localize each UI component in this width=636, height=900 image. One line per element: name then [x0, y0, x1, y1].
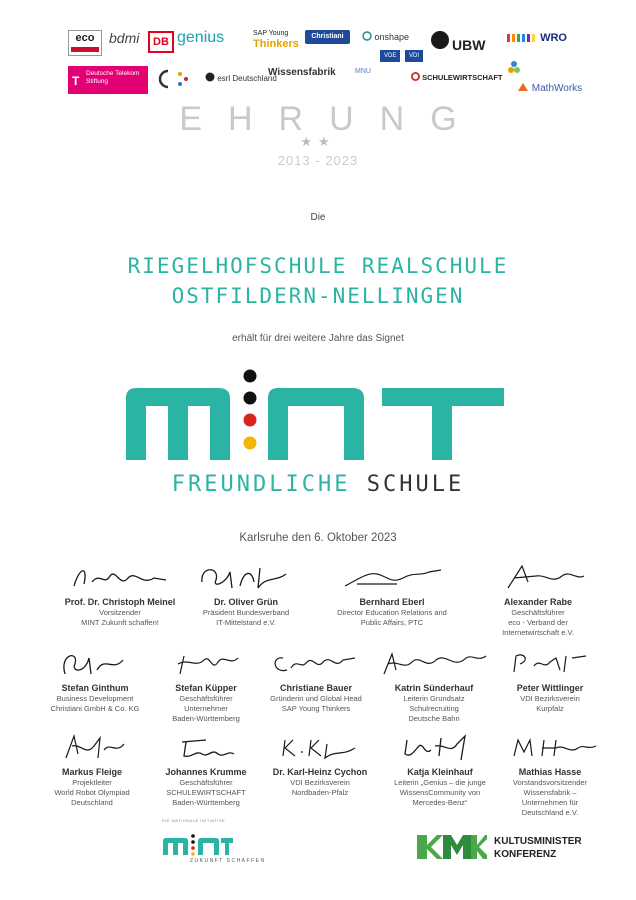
signatory-role: Business Development [56, 693, 134, 703]
signatory-name: Prof. Dr. Christoph Meinel [64, 597, 176, 607]
certificate-title: EHRUNG [179, 100, 483, 138]
signatory-role: SAP Young Thinkers [281, 703, 351, 713]
schulewirtschaft-icon [411, 72, 420, 81]
handwritten-signature [156, 648, 256, 678]
signatory-name: Katrin Sünderhauf [394, 683, 474, 693]
onshape-logo: onshape [362, 31, 409, 42]
esrl-icon [205, 72, 215, 82]
signatory-role: Geschäftsführer [511, 607, 565, 617]
mnu-logo: MNU [355, 68, 371, 75]
signatory-role: World Robot Olympiad [54, 787, 130, 797]
netzwerk-logo-icon [508, 60, 520, 74]
freundliche-schule-wordmark [0, 472, 636, 497]
signatory-block [322, 562, 462, 628]
eco-logo: eco [68, 30, 102, 56]
handwritten-signature [156, 732, 256, 762]
mint-zukunft-caption: ZUKUNFT SCHAFFEN [190, 858, 266, 864]
vdi-logo: VDI [405, 50, 423, 62]
handwritten-signature [265, 732, 375, 762]
signatory-name: Dr. Oliver Grün [213, 597, 279, 607]
sap-thinkers-logo: Thinkers [253, 38, 299, 50]
freundliche-word: FREUNDLICHE [171, 472, 351, 497]
signatory-name: Markus Fleige [61, 767, 123, 777]
kmk-wordmark: KULTUSMINISTER KONFERENZ [494, 836, 582, 860]
telekom-stiftung-logo: T Deutsche Telekom Stiftung [68, 66, 148, 94]
signatory-role: Baden-Württemberg [172, 798, 240, 808]
signatory-role: IT-Mittelstand e.V. [216, 617, 276, 627]
kmk-logo-icon [417, 835, 487, 859]
signatory-name: Stefan Küpper [175, 683, 237, 693]
stars-decoration: ★★ [300, 134, 336, 149]
award-sentence: erhält für drei weitere Jahre das Signet [232, 333, 404, 344]
christiani-logo: Christiani [305, 30, 350, 44]
school-name-line1: RIEGELHOFSCHULE REALSCHULE [127, 254, 509, 278]
signatory-role: Unternehmer [184, 703, 228, 713]
signatory-role: Nordbaden-Pfalz [291, 787, 349, 797]
signatory-role: Gründerin und Global Head [270, 693, 362, 703]
years-range: 2013 - 2023 [277, 153, 359, 168]
school-name-line2: OSTFILDERN-NELLINGEN [171, 284, 465, 308]
mint-zukunft-logo [163, 833, 233, 857]
signatory-role: Unternehmen für [521, 798, 579, 808]
mathworks-logo: MathWorks [518, 82, 582, 94]
signatory-role: SCHULEWIRTSCHAFT [166, 787, 246, 797]
schule-word: SCHULE [366, 472, 465, 497]
wro-figures-icon [507, 32, 537, 42]
handwritten-signature [500, 732, 600, 762]
signatory-role: eco - Verband der [508, 617, 568, 627]
signatory-block [50, 562, 190, 628]
signatory-role: Internetwirtschaft e.V. [502, 628, 574, 638]
mathworks-icon [518, 82, 529, 92]
signatory-name: Dr. Karl-Heinz Cychon [272, 767, 368, 777]
signatory-role: Public Affairs, PTC [360, 617, 424, 627]
db-logo: DB [148, 31, 174, 53]
mint-signet-logo [126, 368, 504, 468]
genius-logo: genius [177, 29, 225, 46]
signatory-role: Deutschland e.V. [521, 808, 579, 818]
signatory-name: Peter Wittlinger [516, 683, 584, 693]
ubw-globe-icon [431, 31, 449, 49]
signatory-block [468, 562, 608, 638]
signatory-role: Mercedes-Benz“ [412, 798, 468, 808]
signatory-role: Schulrecruiting [409, 703, 459, 713]
signatory-role: Projektleiter [72, 777, 112, 787]
signatory-role: WissensCommunity von [399, 787, 481, 797]
signatory-role: Deutsche Bahn [408, 714, 460, 724]
esrl-logo: esrl Deutschland [205, 72, 277, 83]
ubw-logo: UBW [452, 37, 486, 53]
signatory-block [176, 562, 316, 628]
signatory-role: Christiani GmbH & Co. KG [50, 703, 140, 713]
signatory-role: VDI Bezirksverein [290, 777, 350, 787]
intro-die: Die [310, 212, 326, 223]
wissensfabrik-logo: Wissensfabrik [268, 67, 336, 78]
handwritten-signature [488, 562, 588, 592]
handwritten-signature [196, 562, 296, 592]
signatory-role: Deutschland [71, 798, 113, 808]
handwritten-signature [385, 732, 495, 762]
telekom-t-icon: T [72, 74, 80, 88]
signatory-role: Vorstandsvorsitzender [512, 777, 588, 787]
signatory-role: Leiterin Grundsatz [403, 693, 465, 703]
signatory-role: Vorsitzender [99, 607, 141, 617]
cusanus-logo-icon [158, 68, 196, 90]
signatory-name: Stefan Ginthum [61, 683, 129, 693]
signatory-block [480, 648, 620, 714]
handwritten-signature [337, 562, 447, 592]
signatory-name: Bernhard Eberl [359, 597, 425, 607]
sap-young-logo: SAP Young [253, 30, 289, 37]
signatory-role: MINT Zukunft schaffen! [81, 617, 159, 627]
signatory-block [250, 732, 390, 798]
bdmi-logo: bdmi [109, 30, 140, 46]
place-and-date: Karlsruhe den 6. Oktober 2023 [239, 532, 397, 544]
signatory-role: Wissensfabrik – [523, 787, 577, 797]
handwritten-signature [500, 648, 600, 678]
signatory-role: Director Education Relations and [337, 607, 447, 617]
signatory-role: Baden-Württemberg [172, 714, 240, 724]
handwritten-signature [261, 648, 371, 678]
signatory-role: Kurpfalz [536, 703, 564, 713]
wro-logo: WRO [507, 32, 567, 44]
initiative-caption: DIE NATIONALE INITIATIVE [162, 818, 226, 823]
signatory-name: Christiane Bauer [279, 683, 353, 693]
signatory-block [480, 732, 620, 818]
handwritten-signature [374, 648, 494, 678]
signatory-role: VDI Bezirksverein [520, 693, 580, 703]
signatory-role: Präsident Bundesverband [202, 607, 290, 617]
signatory-role: Leiterin „Genius – die junge [394, 777, 486, 787]
signatory-role: Geschäftsführer [179, 693, 233, 703]
signatory-name: Mathias Hasse [518, 767, 582, 777]
handwritten-signature [45, 648, 145, 678]
schulewirtschaft-logo: SCHULEWIRTSCHAFT [411, 72, 503, 82]
handwritten-signature [42, 732, 142, 762]
signatory-name: Alexander Rabe [503, 597, 573, 607]
handwritten-signature [70, 562, 170, 592]
signatory-name: Katja Kleinhauf [407, 767, 473, 777]
onshape-icon [362, 31, 372, 41]
signatory-name: Johannes Krumme [165, 767, 247, 777]
vde-logo: VDE [380, 50, 400, 62]
signatory-role: Geschäftsführer [179, 777, 233, 787]
